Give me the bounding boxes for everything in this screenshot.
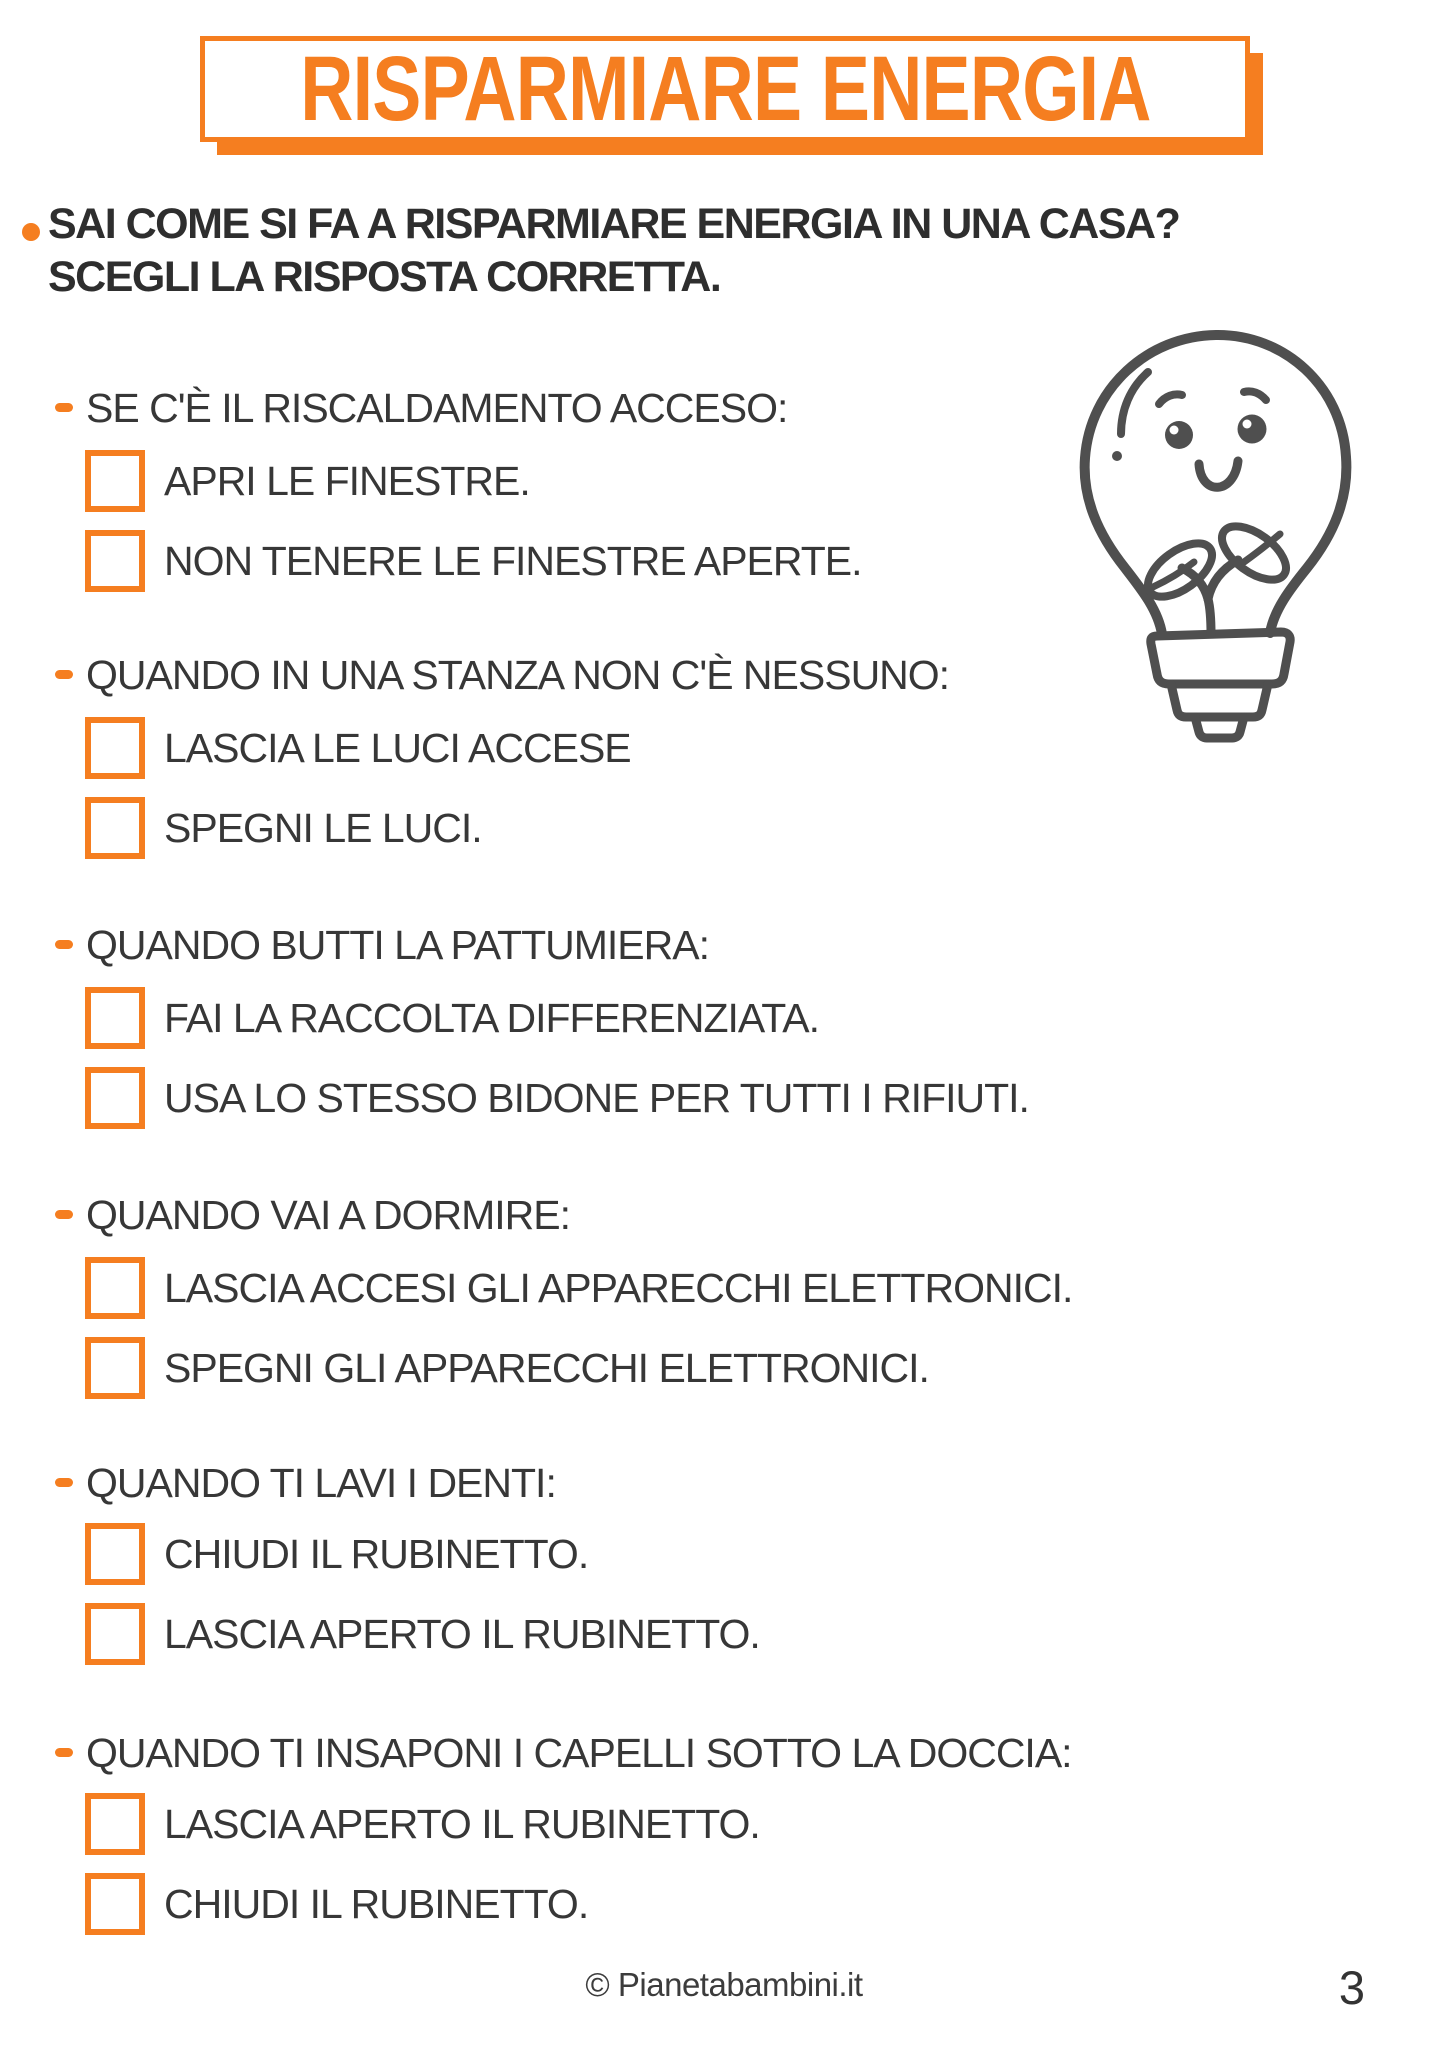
option-label: NON TENERE LE FINESTRE APERTE. — [164, 537, 862, 584]
section-prompt: SE C'È IL RISCALDAMENTO ACCESO: — [86, 385, 788, 431]
section-prompt: QUANDO IN UNA STANZA NON C'È NESSUNO: — [86, 652, 950, 698]
option-label: LASCIA LE LUCI ACCESE — [164, 724, 631, 771]
option-row — [85, 717, 631, 779]
option-label: USA LO STESSO BIDONE PER TUTTI I RIFIUTI. — [164, 1074, 1029, 1121]
option-row — [85, 1873, 588, 1935]
checkbox[interactable] — [85, 1603, 145, 1665]
section-prompt: QUANDO VAI A DORMIRE: — [86, 1192, 570, 1238]
checkbox[interactable] — [85, 1523, 145, 1585]
footer-credit: © Pianetabambini.it — [585, 1966, 863, 2003]
option-row — [85, 1603, 760, 1665]
option-row — [85, 1337, 929, 1399]
dash-icon — [55, 403, 73, 412]
checkbox[interactable] — [85, 530, 145, 592]
page-title: RISPARMIARE ENERGIA — [299, 38, 1151, 140]
checkbox[interactable] — [85, 797, 145, 859]
option-label: SPEGNI GLI APPARECCHI ELETTRONICI. — [164, 1344, 929, 1391]
main-question-line1: SAI COME SI FA A RISPARMIARE ENERGIA IN UNA CASA? — [48, 200, 1180, 248]
dash-icon — [55, 670, 73, 679]
option-label: LASCIA APERTO IL RUBINETTO. — [164, 1610, 760, 1657]
option-label: LASCIA APERTO IL RUBINETTO. — [164, 1800, 760, 1847]
checkbox[interactable] — [85, 1793, 145, 1855]
main-question — [48, 198, 1179, 304]
section-lavi-denti — [0, 1460, 1448, 1690]
dash-icon — [55, 1478, 73, 1487]
option-label: SPEGNI LE LUCI. — [164, 804, 482, 851]
option-label: APRI LE FINESTRE. — [164, 457, 530, 504]
option-label: FAI LA RACCOLTA DIFFERENZIATA. — [164, 994, 819, 1041]
option-label: LASCIA ACCESI GLI APPARECCHI ELETTRONICI. — [164, 1264, 1073, 1311]
section-stanza-vuota — [0, 652, 1448, 882]
dash-icon — [55, 1210, 73, 1219]
checkbox[interactable] — [85, 1873, 145, 1935]
page-number: 3 — [1338, 1961, 1366, 2014]
main-question-line2: SCEGLI LA RISPOSTA CORRETTA. — [48, 253, 721, 301]
option-row — [85, 987, 819, 1049]
section-doccia — [0, 1730, 1448, 1960]
option-row — [85, 450, 530, 512]
checkbox[interactable] — [85, 450, 145, 512]
section-prompt: QUANDO TI INSAPONI I CAPELLI SOTTO LA DOCCIA: — [86, 1730, 1072, 1776]
section-riscaldamento — [0, 385, 1448, 615]
checkbox[interactable] — [85, 1257, 145, 1319]
option-row — [85, 530, 862, 592]
checkbox[interactable] — [85, 1067, 145, 1129]
section-dormire — [0, 1192, 1448, 1422]
title-box — [200, 36, 1250, 142]
dash-icon — [55, 940, 73, 949]
bullet-dot-icon — [22, 223, 40, 241]
option-label: CHIUDI IL RUBINETTO. — [164, 1880, 589, 1927]
option-label: CHIUDI IL RUBINETTO. — [164, 1530, 589, 1577]
section-prompt: QUANDO TI LAVI I DENTI: — [86, 1460, 556, 1506]
option-row — [85, 797, 482, 859]
dash-icon — [55, 1748, 73, 1757]
option-row — [85, 1257, 1072, 1319]
option-row — [85, 1067, 1029, 1129]
section-pattumiera — [0, 922, 1448, 1152]
checkbox[interactable] — [85, 987, 145, 1049]
option-row — [85, 1523, 588, 1585]
option-row — [85, 1793, 760, 1855]
checkbox[interactable] — [85, 1337, 145, 1399]
section-prompt: QUANDO BUTTI LA PATTUMIERA: — [86, 922, 709, 968]
checkbox[interactable] — [85, 717, 145, 779]
